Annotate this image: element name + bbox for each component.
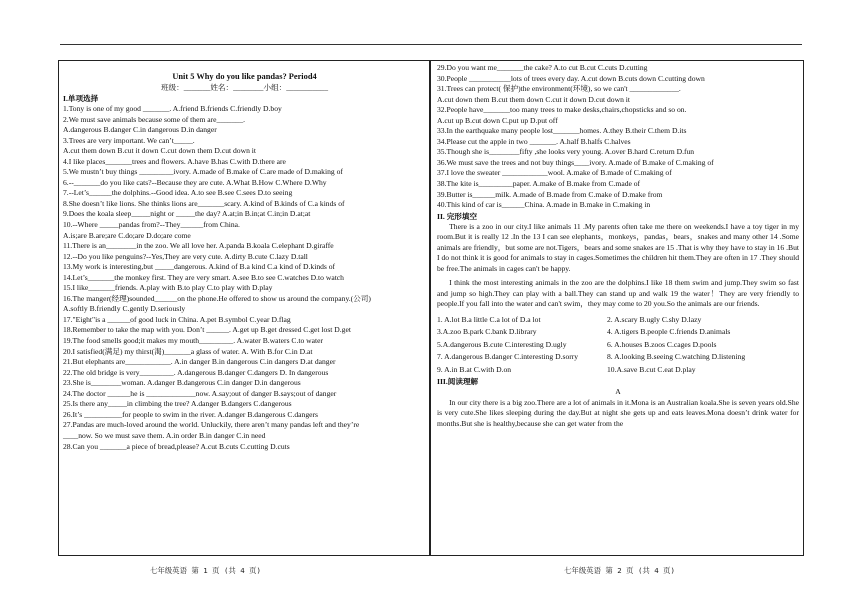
question-line: 19.The food smells good;it makes my mouth_________. A.water B.waters C.to water: [63, 336, 324, 346]
question-line: 31.Trees can protect( 保护)the environment(环境), so we can't _____________.: [437, 84, 681, 94]
cloze-paragraph-1: There is a zoo in our city.I like animals 11 .My parents often take me there on weekends.I have a toy tiger in my room.But it is really 12 .In the 13 I can see elephants，monkeys，pandas，bears，snakes and many other 14 .Some animals are friendly，but some are not.Tigers，bears and some snakes are 15 .That is why they have to stay in 16 .But I do not think it is good for animals to stay in cages.Sometimes the children hit them.They are often in 17 .They should be free.The animals in cages can't be happy.: [437, 221, 799, 273]
cloze-option: 4. A.tigers B.people C.friends D.animals: [607, 327, 731, 337]
question-line: 29.Do you want me_______the cake? A.to cut B.cut C.cuts D.cutting: [437, 63, 648, 72]
question-line: 24.The doctor ______he is _____________now. A.say;out of danger B.says;out of danger: [63, 388, 337, 398]
question-line: 14.Let’s_______the monkey first. They are very smart. A.see B.to see C.watches D.to watch: [63, 272, 344, 282]
header-rule: [60, 44, 802, 45]
cloze-option: 7. A.dangerous B.danger C.interesting D.sorry: [437, 352, 579, 362]
question-line: A.softly B.friendly C.gently D.seriously: [63, 304, 186, 314]
question-line: 16.The manger(经理)sounded______on the phone.He offered to show us around the company.(公司): [63, 293, 371, 303]
question-list-left: [63, 104, 426, 452]
page-footer-2: 七年级英语 第 2 页 (共 4 页): [564, 566, 676, 575]
right-page: [430, 60, 804, 556]
question-line: 17."Eight"is a ______of good luck in China. A.pet B.symbol C.year D.flag: [63, 314, 291, 324]
question-line: 1.Tony is one of my good _______. A.friend B.friends C.friendly D.boy: [63, 104, 282, 113]
question-line: 38.The kite is_________paper. A.make of B.make from C.made of: [437, 179, 641, 189]
question-line: 12.--Do you like penguins?--Yes,They are very cute. A.dirty B.cute C.lazy D.tall: [63, 251, 308, 261]
question-line: 8.She doesn’t like lions. She thinks lions are_______scary. A.kind of B.kinds of C.a kinds of: [63, 198, 345, 208]
question-line: 27.Pandas are much-loved around the world. Unluckily, there aren’t many pandas left and they’re: [63, 420, 360, 430]
question-line: 10.--Where _____pandas from?--They______from China.: [63, 220, 240, 230]
section-heading-cloze: II. 完形填空: [437, 211, 478, 221]
cloze-option-row: [437, 326, 799, 338]
question-line: 37.I love the sweater ____________wool. A.make of B.made of C.making of: [437, 168, 672, 178]
question-line: 20.I satisfied(满足) my thirst(渴)_______a glass of water. A. With B.for C.in D.at: [63, 346, 313, 356]
cloze-option: 2. A.scary B.ugly C.shy D.lazy: [607, 315, 702, 325]
cloze-option: 3.A.zoo B.park C.bank D.library: [437, 327, 537, 337]
cloze-option: 10.A.save B.cut C.eat D.play: [607, 364, 696, 374]
question-line: 13.My work is interesting,but _____dangerous. A.kind of B.a kind C.a kind of D.kinds of: [63, 262, 336, 272]
cloze-option-row: [437, 364, 799, 376]
question-line: 28.Can you _______a piece of bread,please? A.cut B.cuts C.cutting D.cuts: [63, 441, 290, 451]
worksheet-title: Unit 5 Why do you like pandas? Period4: [172, 72, 317, 81]
question-line: 35.Though she is________fifty ,she looks very young. A.over B.hard C.return D.fun: [437, 147, 695, 157]
question-line: 15.I like_______friends. A.play with B.to play C.to play with D.play: [63, 283, 273, 293]
question-line: 39.Butter is______milk. A.made of B.made from C.make of D.make from: [437, 189, 663, 199]
question-line: A.is;are B.are;are C.do;are D.do;are come: [63, 230, 191, 240]
section-heading-reading: III.阅读理解: [437, 377, 479, 387]
question-line: 6.--_______do you like cats?--Because they are cute. A.What B.How C.Where D.Why: [63, 177, 327, 187]
question-line: 36.We must save the trees and not buy things____ivory. A.made of B.make of C.making of: [437, 157, 714, 167]
question-line: 32.People have_______too many trees to make desks,chairs,chopsticks and so on.: [437, 105, 687, 115]
question-line: 21.But elephants are____________. A.in danger B.in dangerous C.in dangers D.at danger: [63, 357, 336, 367]
cloze-option-row: [437, 351, 799, 363]
cloze-paragraph-2: I think the most interesting animals in the zoo are the dolphins.I like 18 them swim and jump.They swim so fast and jump so high.They can play with a ball.They can stand up and walk 19 the water！They are very friendly to people.If you fall into the water and can't swim，they may come to 20 you.So the animals are our friends.: [437, 278, 799, 309]
question-line: 34.Please cut the apple in two _______. A.half B.halfs C.halves: [437, 136, 631, 146]
cloze-option: 5.A.dangerous B.cute C.interesting D.ugly: [437, 339, 567, 349]
cloze-option-row: [437, 339, 799, 351]
question-line: 22.The old bridge is very_________. A.dangerous B.danger C.dangers D. In dangerous: [63, 367, 329, 377]
question-line: ____now. So we must save them. A.in order B.in danger C.in need: [63, 430, 266, 440]
question-line: A.cut down them B.cut them down C.cut it down D.cut down it: [437, 94, 630, 104]
cloze-options: [437, 314, 799, 376]
question-line: 25.Is there any_____in climbing the tree? A.danger B.dangers C.dangerous: [63, 399, 292, 409]
cloze-option-row: [437, 314, 799, 326]
cloze-option: 9. A.in B.at C.with D.on: [437, 364, 512, 374]
cloze-option: 8. A.looking B.seeing C.watching D.listening: [607, 352, 746, 362]
section-heading-single-choice: I.单项选择: [63, 94, 99, 103]
passage-label: A: [615, 387, 621, 397]
question-line: 11.There is an________in the zoo. We all love her. A.panda B.koala C.elephant D.giraffe: [63, 241, 334, 251]
reading-paragraph-1: In our city there is a big zoo.There are a lot of animals in it.Mona is an Australian koala.She is seven years old.She is very cute.She likes sleeping during the day.But at night she gets up and eats leaves.Mona doesn’t drink water for months.But she is healthy,because she can get water from the: [437, 397, 799, 428]
question-line: 23.She is________woman. A.danger B.dangerous C.in danger D.in dangerous: [63, 378, 301, 388]
cloze-option: 1. A.lot B.a little C.a lot of D.a lot: [437, 315, 541, 325]
question-line: 2.We must save animals because some of them are_______.: [63, 114, 246, 124]
question-line: 33.In the earthquake many people lost_______homes. A.they B.their C.them D.its: [437, 126, 687, 136]
question-line: 4.I like places_______trees and flowers. A.have B.has C.with D.there are: [63, 156, 286, 166]
question-line: 3.Trees are very important. We can’t_____.: [63, 135, 195, 145]
cloze-option: 6. A.houses B.zoos C.cages D.pools: [607, 339, 717, 349]
question-line: A.cut up B.cut down C.put up D.put off: [437, 115, 558, 125]
question-line: 26.It’s __________for people to swim in the river. A.danger B.dangerous C.dangers: [63, 409, 318, 419]
question-list-right: [437, 63, 799, 211]
question-line: A.dangerous B.danger C.in dangerous D.in danger: [63, 125, 217, 135]
question-line: A.cut them down B.cut it down C.cut down them D.cut down it: [63, 146, 256, 156]
question-line: 18.Remember to take the map with you. Don’t ______. A.get up B.get dressed C.get lost D.get: [63, 325, 351, 335]
question-line: 7.--Let’s______the dolphins.--Good idea. A.to see B.see C.sees D.to seeing: [63, 188, 293, 198]
left-page: [58, 60, 430, 556]
question-line: 5.We mustn’t buy things _________ivory. A.made of B.make of C.are made of D.making of: [63, 167, 343, 177]
question-line: 30.People ___________lots of trees every day. A.cut down B.cuts down C.cutting down: [437, 73, 705, 83]
question-line: 40.This kind of car is______China. A.made in B.make in C.making in: [437, 200, 651, 210]
question-line: 9.Does the koala sleep_____night or _____the day? A.at;in B.in;at C.in;in D.at;at: [63, 209, 311, 219]
page-footer-1: 七年级英语 第 1 页 (共 4 页): [150, 566, 262, 575]
student-info-line: 班级：_______姓名：________小组：___________: [160, 83, 329, 92]
